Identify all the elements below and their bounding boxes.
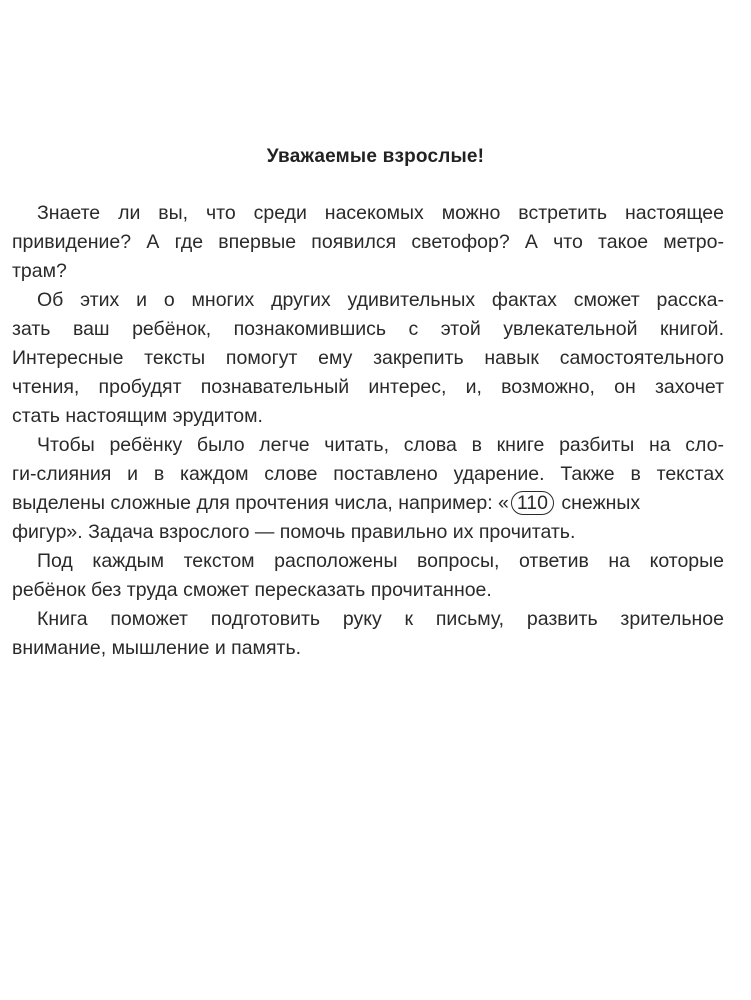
paragraph-1 bbox=[12, 199, 724, 286]
text-line: трам? bbox=[12, 260, 67, 282]
paragraph-4 bbox=[12, 547, 724, 605]
paragraph-5 bbox=[12, 605, 724, 663]
text-line: внимание, мышление и память. bbox=[12, 637, 302, 659]
page-heading: Уважаемые взрослые! bbox=[266, 146, 485, 167]
text-line: Знаете ли вы, что среди насекомых можно встретить настоящее bbox=[37, 202, 724, 224]
body-text bbox=[12, 199, 724, 663]
text-fragment: выделены сложные для прочтения числа, например: « bbox=[12, 492, 509, 514]
text-line: стать настоящим эрудитом. bbox=[12, 405, 263, 427]
text-line: привидение? А где впервые появился светофор? А что такое метро- bbox=[12, 231, 724, 253]
text-line: Под каждым текстом расположены вопросы, ответив на которые bbox=[37, 550, 724, 572]
text-line: Об этих и о многих других удивительных фактах сможет расска- bbox=[37, 289, 724, 311]
circled-number: 110 bbox=[511, 491, 554, 515]
text-line: ребёнок без труда сможет пересказать прочитанное. bbox=[12, 579, 492, 601]
text-line: Книга поможет подготовить руку к письму, развить зрительное bbox=[37, 608, 724, 630]
text-line: чтения, пробудят познавательный интерес, и, возможно, он захочет bbox=[12, 376, 724, 398]
text-line: ги-слияния и в каждом слове поставлено ударение. Также в текстах bbox=[12, 463, 724, 485]
text-line: зать ваш ребёнок, познакомившись с этой увлекательной книгой. bbox=[12, 318, 724, 340]
paragraph-3 bbox=[12, 431, 724, 547]
text-line-with-number bbox=[12, 489, 724, 518]
paragraph-2 bbox=[12, 286, 724, 431]
text-line: Чтобы ребёнку было легче читать, слова в книге разбиты на сло- bbox=[37, 434, 724, 456]
text-fragment: снежных bbox=[556, 492, 641, 514]
text-line: Интересные тексты помогут ему закрепить навык самостоятельного bbox=[12, 347, 724, 369]
text-line: фигур». Задача взрослого — помочь правильно их прочитать. bbox=[12, 521, 576, 543]
